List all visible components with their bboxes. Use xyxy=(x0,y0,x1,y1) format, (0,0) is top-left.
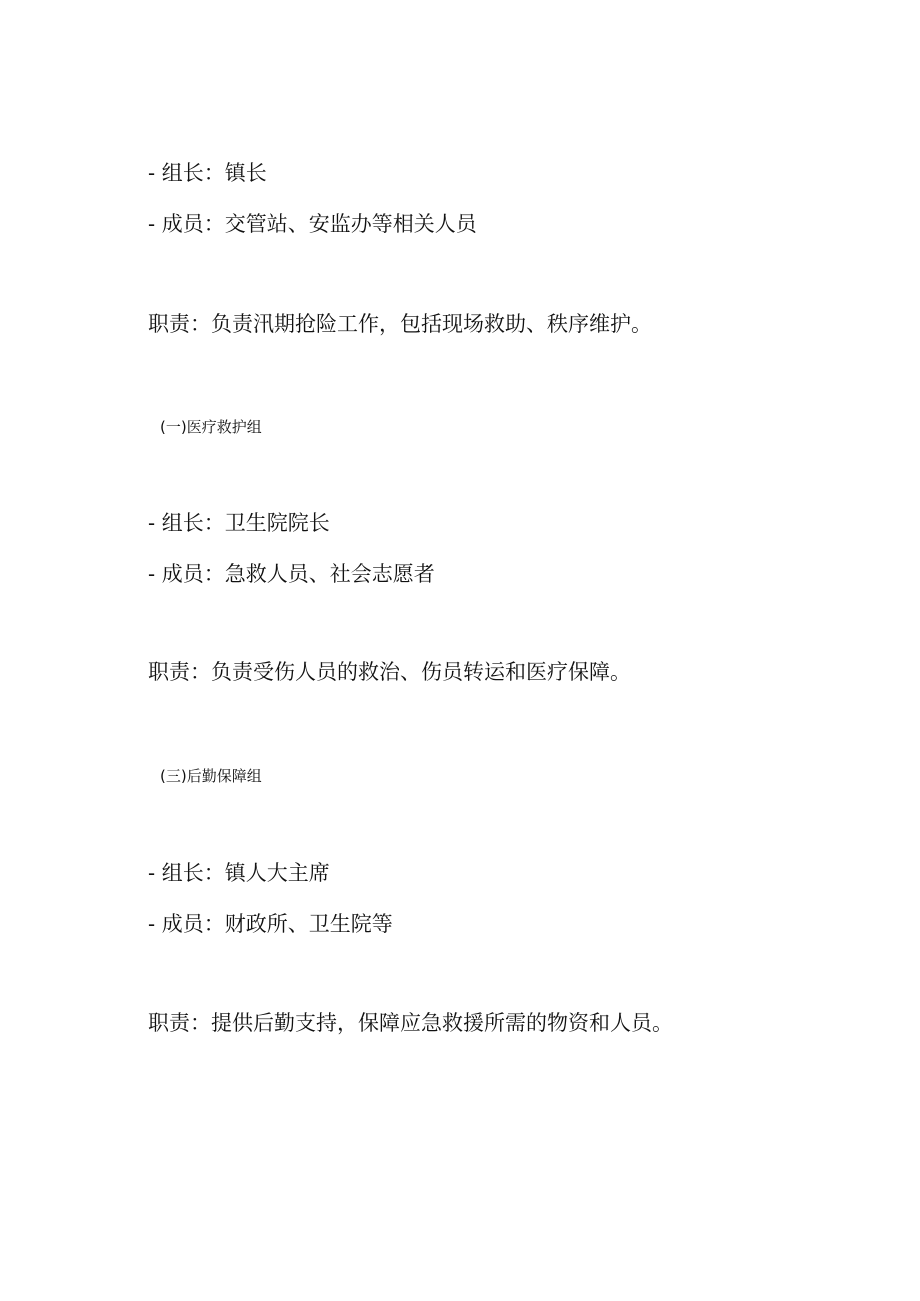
group-3-members: - 成员：财政所、卫生院等 xyxy=(148,912,393,936)
group-3-duty: 职责：提供后勤支持，保障应急救援所需的物资和人员。 xyxy=(148,1011,673,1035)
group-1-duty: 职责：负责汛期抢险工作，包括现场救助、秩序维护。 xyxy=(148,312,652,336)
group-2-members: - 成员：急救人员、社会志愿者 xyxy=(148,562,435,586)
group-1-members: - 成员：交管站、安监办等相关人员 xyxy=(148,212,477,236)
group-3-leader: - 组长：镇人大主席 xyxy=(148,861,330,885)
group-2-duty: 职责：负责受伤人员的救治、伤员转运和医疗保障。 xyxy=(148,660,631,684)
group-3-heading: (三)后勤保障组 xyxy=(160,767,262,785)
group-2-heading: (一)医疗救护组 xyxy=(160,418,262,436)
group-2-leader: - 组长：卫生院院长 xyxy=(148,511,330,535)
group-1-leader: - 组长：镇长 xyxy=(148,161,267,185)
